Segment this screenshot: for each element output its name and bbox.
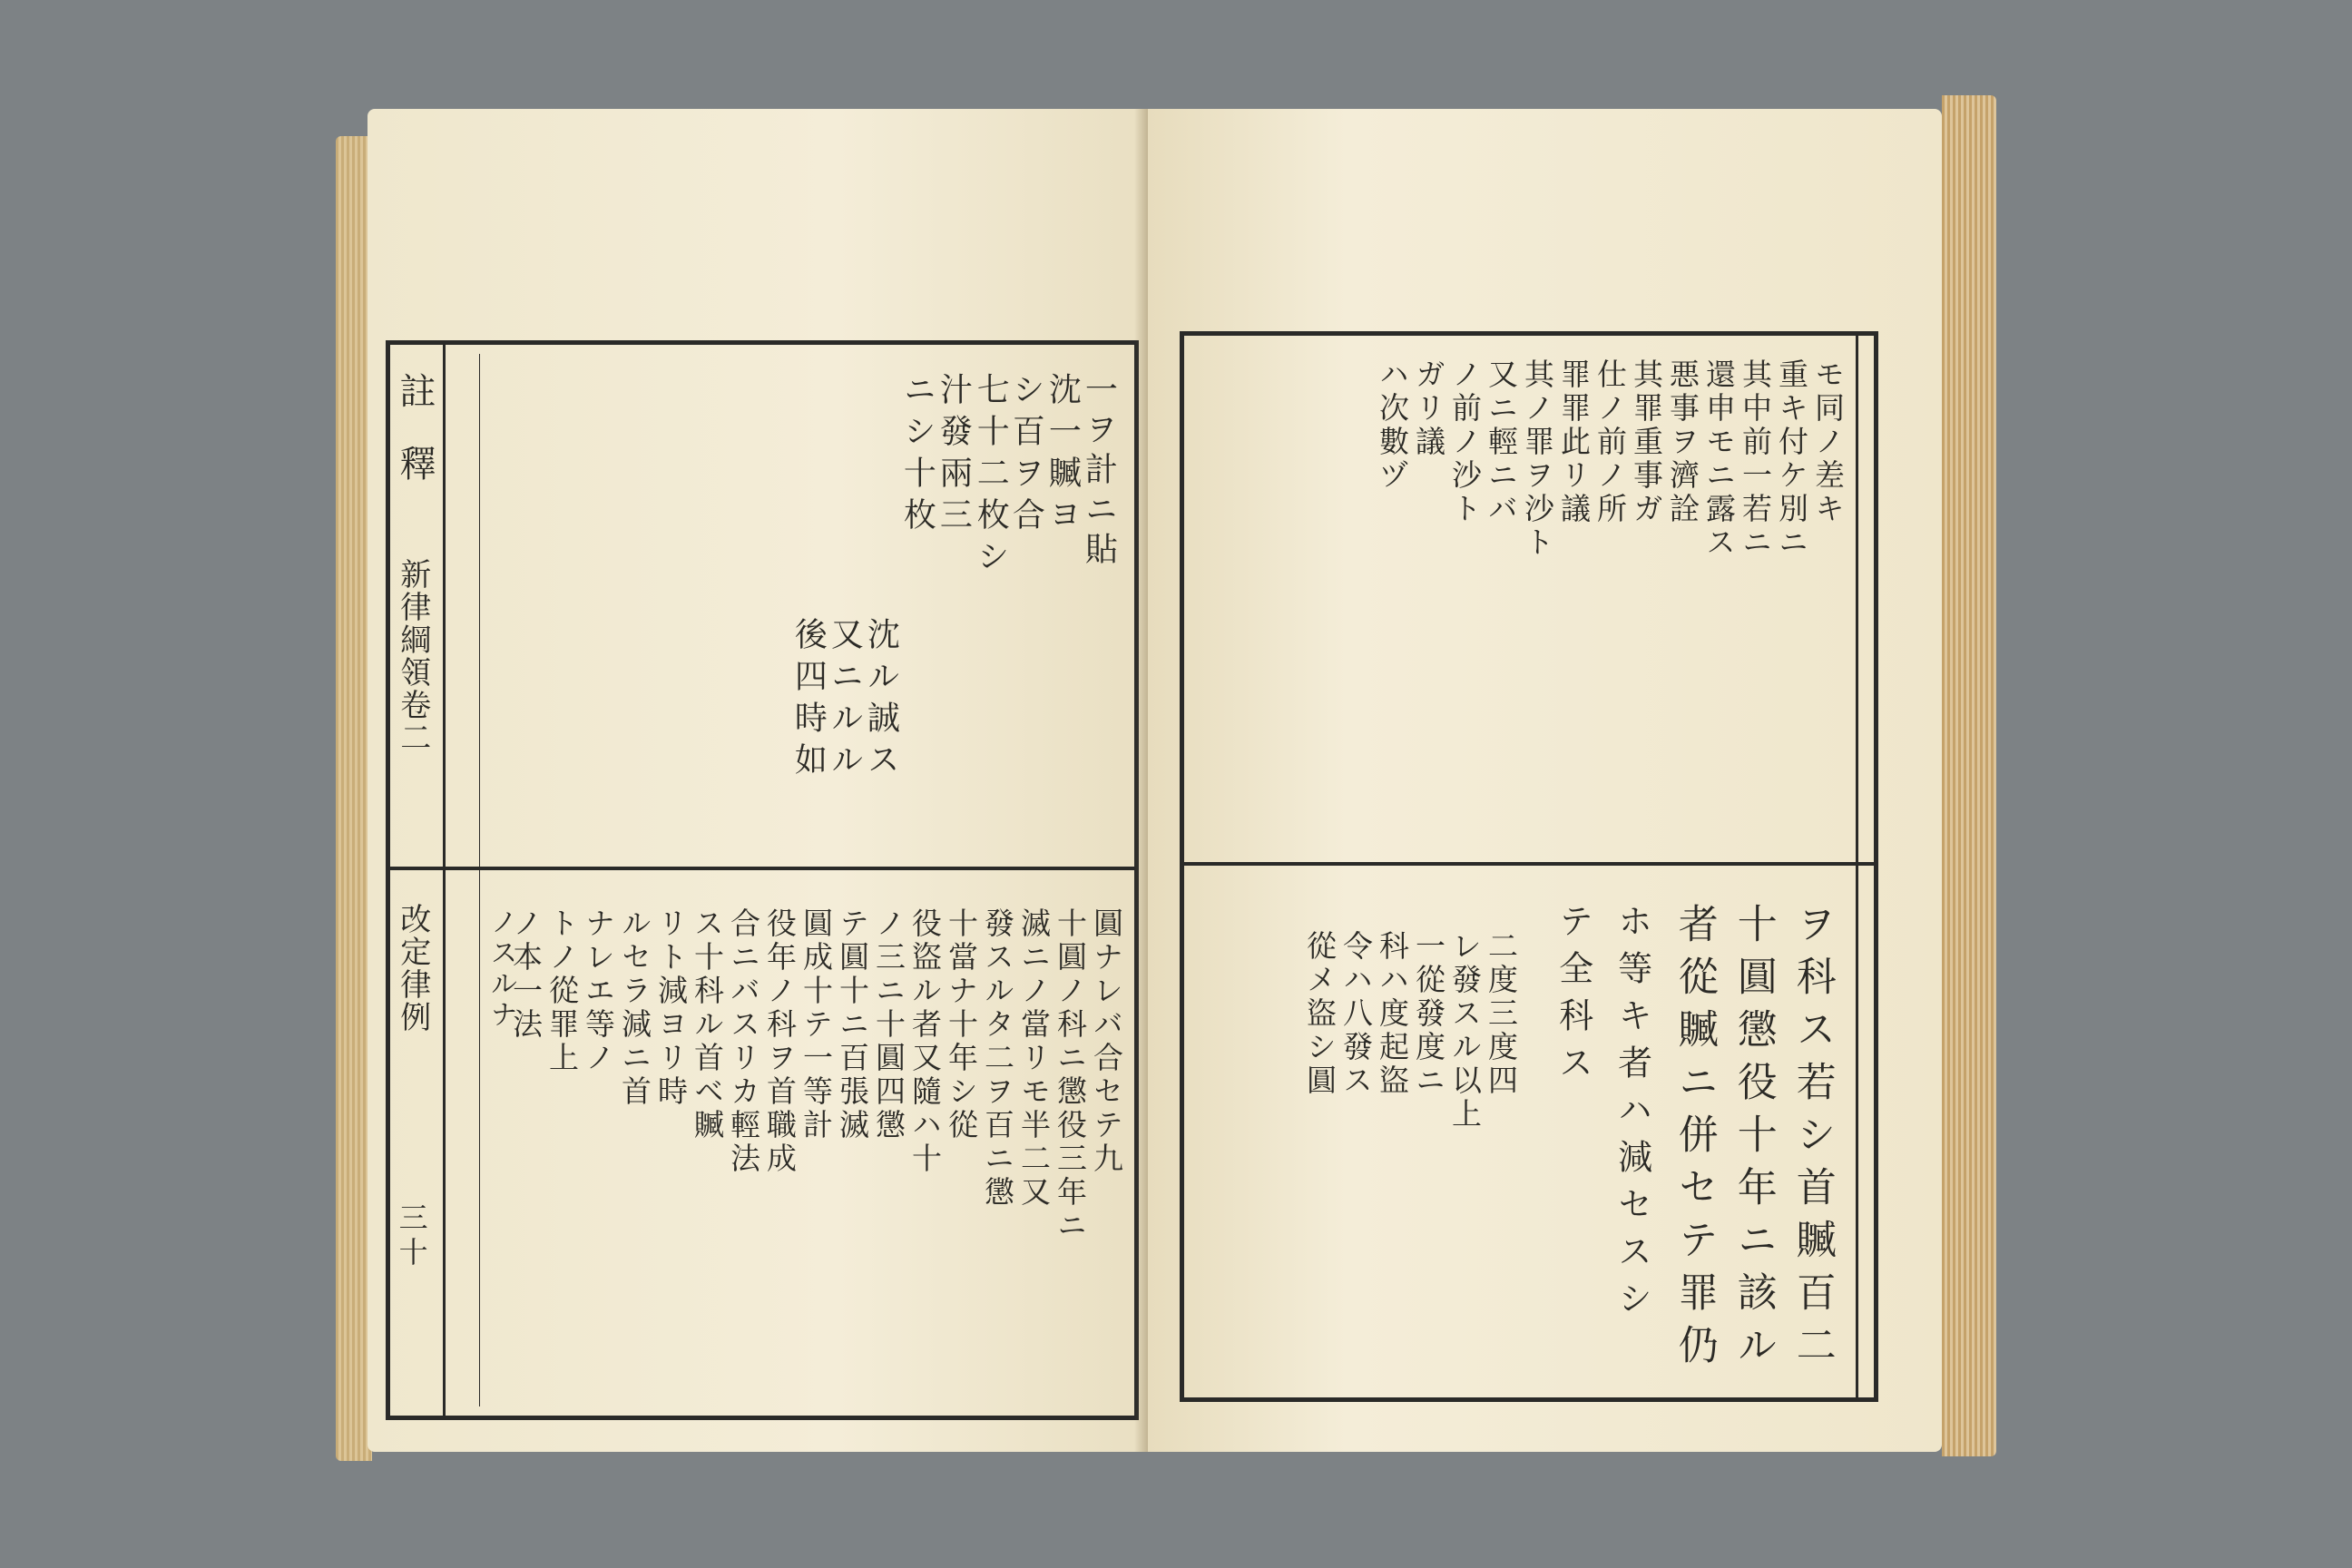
right-upper-column: 其中前一若ニ <box>1737 358 1773 560</box>
left-margin-rule <box>443 345 446 1416</box>
right-upper-column: ノ前ノ沙ト <box>1446 358 1483 526</box>
left-lower-column: 發スルタ二ヲ百ニ懲 <box>979 907 1015 1210</box>
right-upper-column: 仕ノ前ノ所 <box>1592 358 1628 526</box>
right-lower-column: 從メ盜シ圓 <box>1301 930 1338 1098</box>
left-lower-column: トノ從罪上 <box>544 907 580 1075</box>
left-lower-column: 役年ノ科ヲ首職成 <box>761 907 798 1176</box>
left-inner-rule <box>479 354 480 1406</box>
page-edges-right <box>1942 95 1996 1456</box>
left-lower-column: ノスルナ <box>485 907 517 1031</box>
right-page <box>1148 109 1942 1452</box>
right-upper-column: 又ニ輕ニバ <box>1483 358 1519 526</box>
left-lower-column: 滅ニノ當リモ半二又 <box>1015 907 1052 1210</box>
left-lower-column: テ圓十ニ百張滅 <box>834 907 870 1142</box>
left-lower-column: 圓ナレバ合セテ九 <box>1088 907 1124 1176</box>
left-upper-column: 一ヲ計ニ貼 <box>1080 372 1118 572</box>
right-upper-column: 其ノ罪ヲ沙ト <box>1519 358 1555 560</box>
left-page <box>368 109 1148 1452</box>
left-lower-column: 圓成十テ一等計 <box>798 907 834 1142</box>
left-frame-divider <box>390 867 1134 870</box>
margin-label-revised: 改定律例 <box>394 903 431 1034</box>
open-book <box>336 86 1996 1484</box>
left-lower-column: 十當ナ十年シ從 <box>943 907 979 1142</box>
right-lower-column: 者從贓ニ併セテ罪仍 <box>1671 903 1718 1377</box>
left-upper-column: 後四時如 <box>789 617 828 784</box>
margin-label-volume: 新律綱領卷二 <box>394 558 431 754</box>
margin-label-shaku: 釋 <box>394 445 436 486</box>
right-lower-column: 二度三度四 <box>1483 930 1519 1098</box>
margin-label-chu: 註 <box>394 372 436 414</box>
right-lower-column: 令ハ八發ス <box>1338 930 1374 1098</box>
right-text-frame <box>1180 331 1878 1402</box>
left-lower-column: ノ三ニ十圓四懲 <box>870 907 906 1142</box>
left-upper-column: 汁發兩三 <box>935 372 973 539</box>
left-lower-column: ス十科ル首ベ贓 <box>689 907 725 1142</box>
left-lower-column: 役盜ル者又隨ハ十 <box>906 907 943 1176</box>
right-upper-column: モ同ノ差キ <box>1809 358 1846 526</box>
right-lower-column: レ發スル以上 <box>1446 930 1483 1132</box>
left-text-frame <box>386 340 1139 1420</box>
left-upper-column: 又ニルル <box>826 617 864 784</box>
right-upper-column: 其罪重事ガ <box>1628 358 1664 526</box>
left-upper-column: ニシ十枚 <box>898 372 936 539</box>
left-lower-column: リト減ヨリ時 <box>652 907 689 1109</box>
left-upper-column: 沈ル誠ス <box>862 617 900 784</box>
left-lower-column: ノ本一法 <box>507 907 544 1042</box>
right-upper-column: ハ次數ヅ <box>1374 358 1410 493</box>
right-lower-column: テ全科ス <box>1553 903 1593 1092</box>
right-lower-column: ヲ科ス若シ首贓百二 <box>1788 903 1836 1377</box>
left-upper-column: 沈一贓ヨ <box>1044 372 1082 539</box>
right-lower-column: 一從發度ニ <box>1410 930 1446 1098</box>
right-frame-divider <box>1184 862 1874 866</box>
page-edges-left <box>336 136 372 1461</box>
left-lower-column: 合ニバスリカ輕法 <box>725 907 761 1176</box>
left-upper-column: シ百ヲ合 <box>1007 372 1045 539</box>
right-lower-column: ホ等キ者ハ減セスシ <box>1612 903 1652 1328</box>
right-lower-column: 十圓懲役十年ニ該ル <box>1730 903 1777 1377</box>
left-lower-column: ナレエ等ノ <box>580 907 616 1075</box>
right-upper-column: ガリ議 <box>1410 358 1446 459</box>
left-lower-column: 十圓ノ科ニ懲役三年ニ <box>1052 907 1088 1243</box>
left-upper-column: 七十二枚シ <box>972 372 1010 581</box>
right-upper-column: 悪事ヲ濟詮 <box>1664 358 1700 526</box>
right-upper-column: 罪罪此リ議 <box>1555 358 1592 526</box>
page-number: 三十 <box>394 1202 429 1271</box>
right-upper-column: 重キ付ケ別ニ <box>1773 358 1809 560</box>
right-upper-column: 還申モニ露ス <box>1700 358 1737 560</box>
right-margin-rule <box>1856 336 1858 1397</box>
right-lower-column: 科ハ度起盜 <box>1374 930 1410 1098</box>
left-lower-column: ルセラ減ニ首 <box>616 907 652 1109</box>
